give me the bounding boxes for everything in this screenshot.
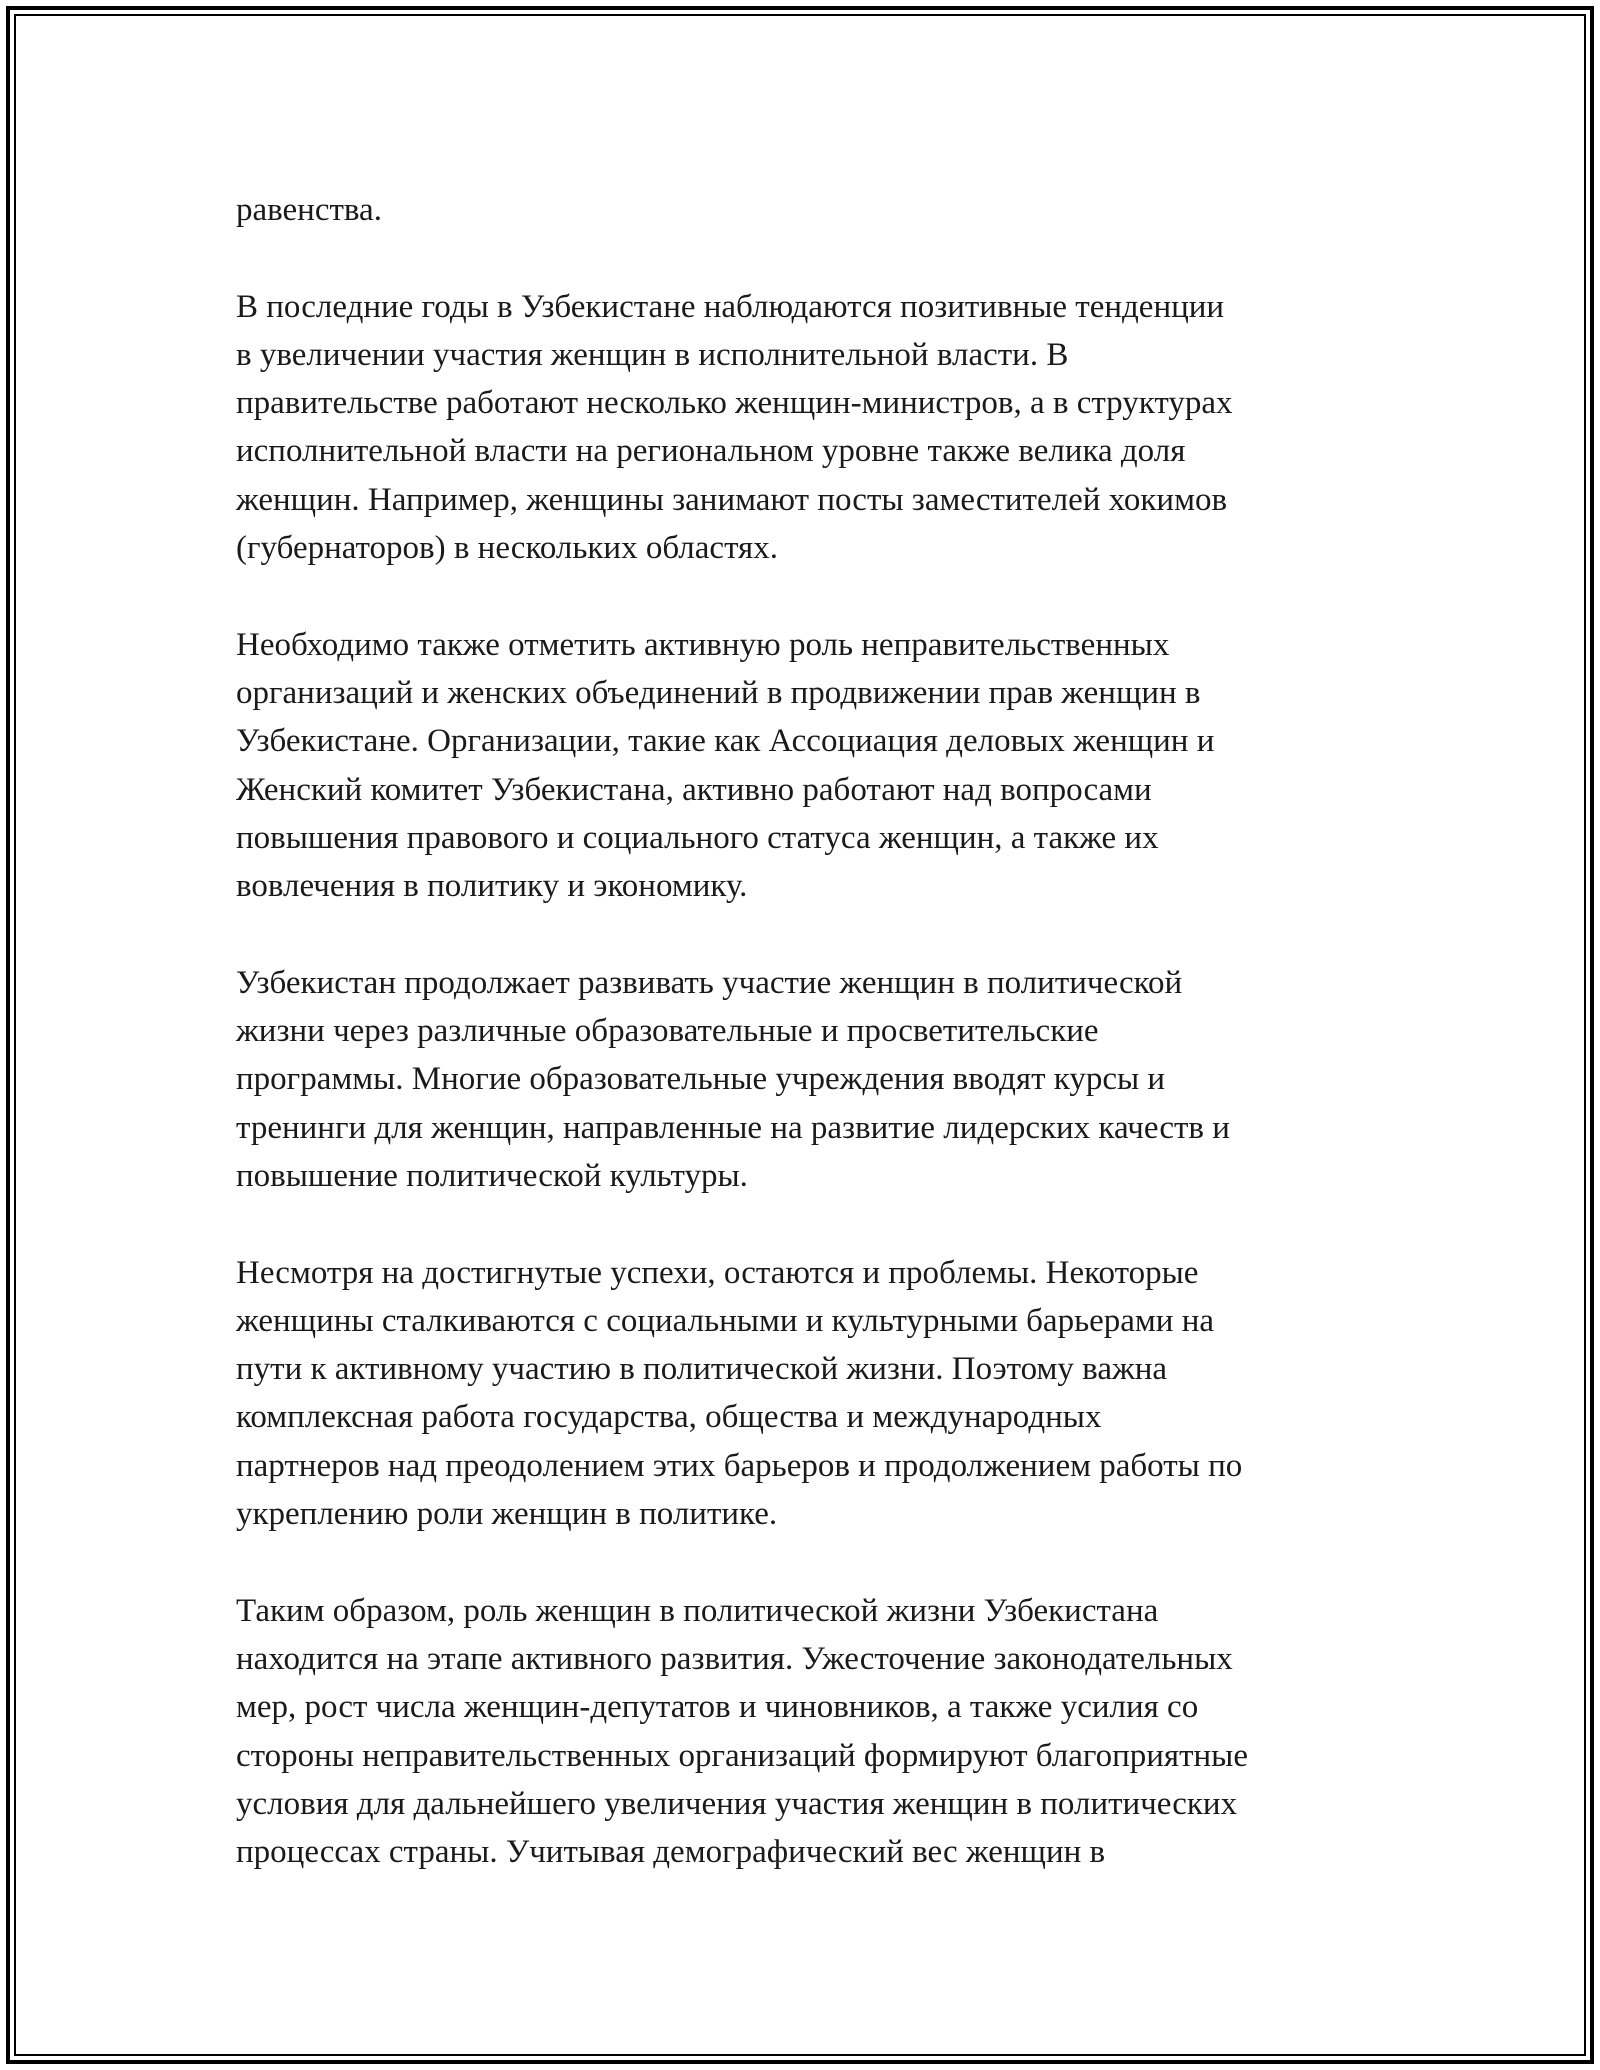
paragraph-line: Несмотря на достигнутые успехи, остаются и проблемы. Некоторые: [236, 1254, 1199, 1291]
paragraph-line: Таким образом, роль женщин в политической жизни Узбекистана: [236, 1592, 1159, 1629]
paragraph-line: В последние годы в Узбекистане наблюдаются позитивные тенденции: [236, 288, 1225, 325]
paragraph-line: Женский комитет Узбекистана, активно работают над вопросами: [236, 771, 1152, 808]
paragraph-line: повышение политической культуры.: [236, 1157, 748, 1194]
paragraph-line: программы. Многие образовательные учреждения вводят курсы и: [236, 1061, 1166, 1098]
paragraph-line: укреплению роли женщин в политике.: [236, 1496, 778, 1533]
paragraph-line: тренинги для женщин, направленные на развитие лидерских качеств и: [236, 1109, 1230, 1146]
paragraph-line: находится на этапе активного развития. Ужесточение законодательных: [236, 1640, 1233, 1677]
paragraph-line: Необходимо также отметить активную роль неправительственных: [236, 626, 1170, 663]
paragraph-line: партнеров над преодолением этих барьеров и продолжением работы по: [236, 1447, 1243, 1484]
paragraph-line: стороны неправительственных организаций формируют благоприятные: [236, 1737, 1248, 1774]
paragraph-line: в увеличении участия женщин в исполнительной власти. В: [236, 336, 1069, 373]
paragraph-line: (губернаторов) в нескольких областях.: [236, 530, 778, 567]
paragraph-line: комплексная работа государства, общества и международных: [236, 1399, 1102, 1436]
paragraph-line: процессах страны. Учитывая демографический вес женщин в: [236, 1834, 1106, 1871]
paragraph-line: исполнительной власти на региональном уровне также велика доля: [236, 433, 1186, 470]
paragraph-6: [236, 1587, 1376, 1877]
paragraph-1: [236, 186, 1376, 234]
paragraph-line: правительстве работают несколько женщин-министров, а в структурах: [236, 385, 1233, 422]
paragraph-line: Узбекистане. Организации, такие как Ассоциация деловых женщин и: [236, 723, 1215, 760]
paragraph-line: жизни через различные образовательные и просветительские: [236, 1013, 1099, 1050]
paragraph-3: [236, 621, 1376, 911]
paragraph-line: организаций и женских объединений в продвижении прав женщин в: [236, 674, 1201, 711]
paragraph-line: повышения правового и социального статуса женщин, а также их: [236, 819, 1159, 856]
paragraph-line: женщины сталкиваются с социальными и культурными барьерами на: [236, 1302, 1215, 1339]
paragraph-line: условия для дальнейшего увеличения участия женщин в политических: [236, 1785, 1238, 1822]
paragraph-line: Узбекистан продолжает развивать участие женщин в политической: [236, 964, 1183, 1001]
paragraph-4: [236, 959, 1376, 1200]
paragraph-line: вовлечения в политику и экономику.: [236, 868, 748, 905]
paragraph-5: [236, 1249, 1376, 1539]
document-body: [236, 186, 1376, 1925]
paragraph-line: мер, рост числа женщин-депутатов и чиновников, а также усилия со: [236, 1689, 1199, 1726]
paragraph-line: женщин. Например, женщины занимают посты заместителей хокимов: [236, 481, 1228, 518]
paragraph-line: равенства.: [236, 192, 382, 228]
paragraph-line: пути к активному участию в политической жизни. Поэтому важна: [236, 1351, 1168, 1388]
paragraph-2: [236, 283, 1376, 573]
